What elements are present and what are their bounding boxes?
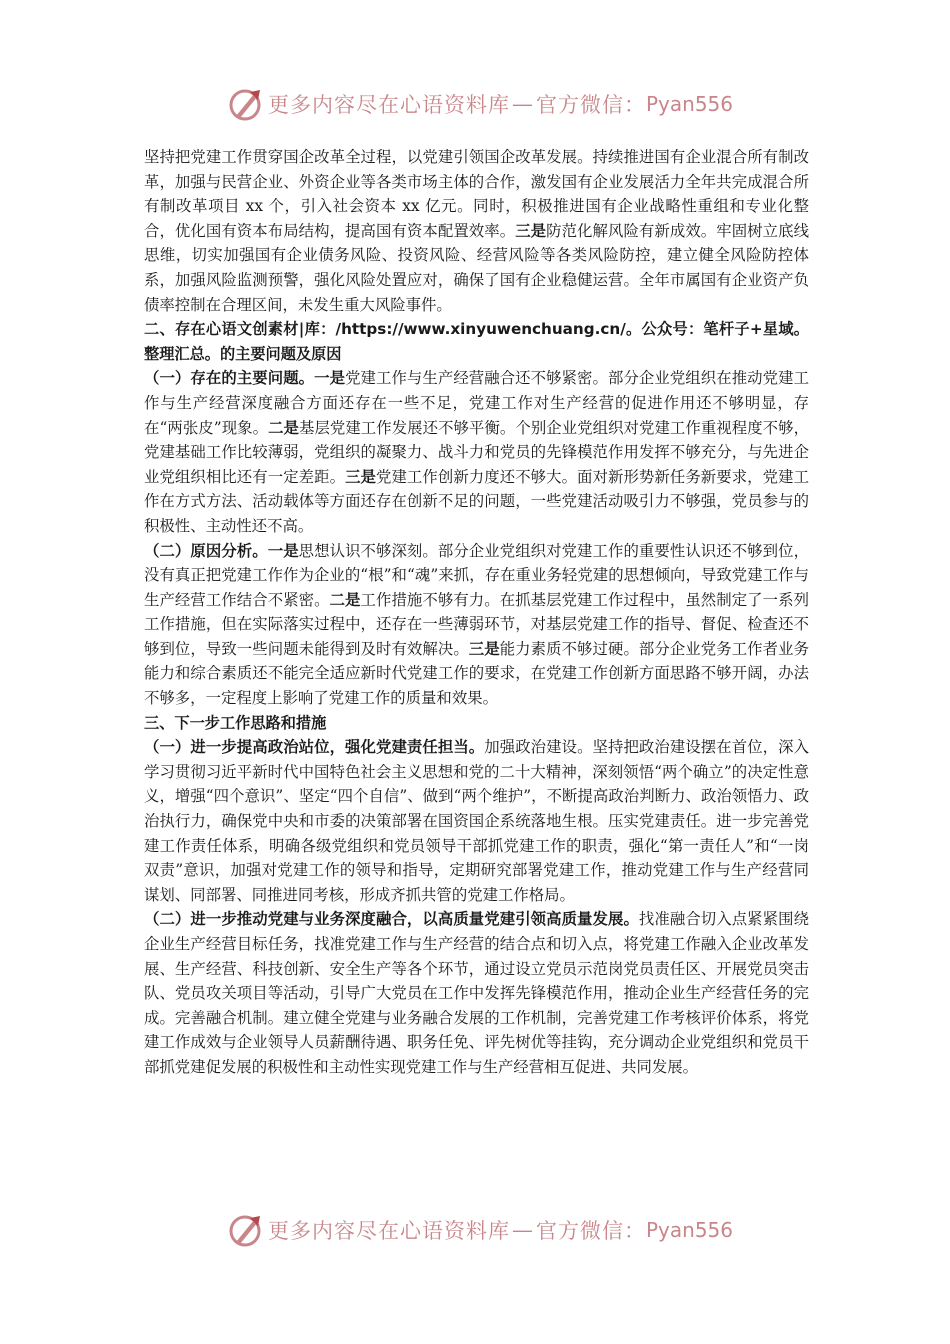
header-banner <box>228 84 748 124</box>
paragraph-text: 加强政治建设。坚持把政治建设摆在首位，深入学习贯彻习近平新时代中国特色社会主义思想和党的二十大精神，深刻领悟“两个确立”的决定性意义，增强“四个意识”、坚定“四个自信”、做到“两个维护”，不断提高政治判断力、政治领悟力、政治执行力，确保党中央和市委的决策部署在国资国企系统落地生根。压实党建责任。进一步完善党建工作责任体系，明确各级党组织和党员领导干部抓党建工作的职责，强化“第一责任人”和“一岗双责”意识，加强对党建工作的领导和指导，定期研究部署党建工作，推动党建工作与生产经营同谋划、同部署、同推进同考核，形成齐抓共管的党建工作格局。 <box>144 738 809 904</box>
bold-lead: 一是 <box>314 369 346 388</box>
bold-lead: 三是 <box>468 639 500 658</box>
banner-wechat-id: Pyan556 <box>646 1218 734 1242</box>
bold-lead: 一是 <box>267 541 299 560</box>
paragraph <box>144 735 809 907</box>
paragraph-text: 党建工作与生产经营融合还不够紧密。部分企业党组织在推动党建工作与生产经营深度融合方面还存在一些不足，党建工作对生产经营的促进作用还不够明显，存在“两张皮”现象。 <box>144 369 809 437</box>
banner-wechat-label: 官方微信： <box>536 93 646 117</box>
banner-separator: — <box>512 92 534 116</box>
pen-quill-logo-icon <box>228 86 264 122</box>
paragraph <box>144 145 809 317</box>
paragraph-text: 防范化解风险有新成效。牢固树立底线思维，切实加强国有企业债务风险、投资风险、经营风险等各类风险防控，建立健全风险防控体系，加强风险监测预警，强化风险处置应对，确保了国有企业稳健运营。全年市属国有企业资产负债率控制在合理区间，未发生重大风险事件。 <box>144 221 809 314</box>
document-body <box>144 145 809 1080</box>
pen-quill-logo-icon <box>228 1212 264 1248</box>
bold-lead: 二是 <box>329 590 361 609</box>
bold-lead: 三是 <box>345 467 376 486</box>
paragraph <box>144 539 809 711</box>
paragraph <box>144 907 809 1079</box>
subsection-title: （一）进一步提高政治站位，强化党建责任担当。 <box>144 738 485 757</box>
banner-text: 更多内容尽在心语资料库 <box>268 93 510 117</box>
paragraph-text: 能力素质不够过硬。部分企业党务工作者业务能力和综合素质还不能完全适应新时代党建工作的要求，在党建工作创新方面思路不够开阔，办法不够多，一定程度上影响了党建工作的质量和效果。 <box>144 639 809 708</box>
subsection-title: （二）进一步推动党建与业务深度融合，以高质量党建引领高质量发展。 <box>144 910 639 929</box>
paragraph-text: 坚持把党建工作贯穿国企改革全过程，以党建引领国企改革发展。持续推进国有企业混合所有制改革，加强与民营企业、外资企业等各类市场主体的合作，激发国有企业发展活力全年共完成混合所有制改革项目 xx 个，引入社会资本 xx 亿元。同时，积极推进国有企业战略性重组和专业化整合，优化国有资本布局结构，提高国有资本配置效率。 <box>144 148 809 240</box>
banner-wechat-label: 官方微信： <box>536 1219 646 1243</box>
subsection-title: （一）存在的主要问题。 <box>144 369 315 388</box>
paragraph-text: 思想认识不够深刻。部分企业党组织对党建工作的重要性认识还不够到位，没有真正把党建工作作为企业的“根”和“魂”来抓，存在重业务轻党建的思想倾向，导致党建工作与生产经营工作结合不紧密。 <box>144 541 809 609</box>
subsection-title: （二）原因分析。 <box>144 541 268 560</box>
section-heading: 三、下一步工作思路和措施 <box>144 713 327 732</box>
paragraph-text: 党建工作创新力度还不够大。面对新形势新任务新要求，党建工作在方式方法、活动载体等方面还存在创新不足的问题，一些党建活动吸引力不够强，党员参与的积极性、主动性还不高。 <box>144 467 809 535</box>
banner-wechat-id: Pyan556 <box>646 92 734 116</box>
section-heading: 二、存在心语文创素材|库：/https://www.xinyuwenchuang.cn/。公众号：笔杆子+星域。整理汇总。的主要问题及原因 <box>144 320 809 363</box>
banner-text: 更多内容尽在心语资料库 <box>268 1219 510 1243</box>
banner-separator: — <box>512 1218 534 1242</box>
bold-lead: 三是 <box>515 221 547 240</box>
footer-banner <box>228 1210 748 1250</box>
paragraph-text: 基层党建工作发展还不够平衡。个别企业党组织对党建工作重视程度不够，党建基础工作比较薄弱，党组织的凝聚力、战斗力和党员的先锋模范作用发挥不够充分，与先进企业党组织相比还有一定差距。 <box>144 418 809 486</box>
bold-lead: 二是 <box>268 418 299 437</box>
paragraph <box>144 366 809 538</box>
paragraph-text: 找准融合切入点紧紧围绕企业生产经营目标任务，找准党建工作与生产经营的结合点和切入点，将党建工作融入企业改革发展、生产经营、科技创新、安全生产等各个环节，通过设立党员示范岗党员责任区、开展党员突击队、党员攻关项目等活动，引导广大党员在工作中发挥先锋模范作用，推动企业生产经营任务的完成。完善融合机制。建立健全党建与业务融合发展的工作机制，完善党建工作考核评价体系，将党建工作成效与企业领导人员薪酬待遇、职务任免、评先树优等挂钩，充分调动企业党组织和党员干部抓党建促发展的积极性和主动性实现党建工作与生产经营相互促进、共同发展。 <box>144 910 809 1076</box>
paragraph-text: 工作措施不够有力。在抓基层党建工作过程中，虽然制定了一系列工作措施，但在实际落实过程中，还存在一些薄弱环节，对基层党建工作的指导、督促、检查还不够到位，导致一些问题未能得到及时有效解决。 <box>144 590 809 658</box>
